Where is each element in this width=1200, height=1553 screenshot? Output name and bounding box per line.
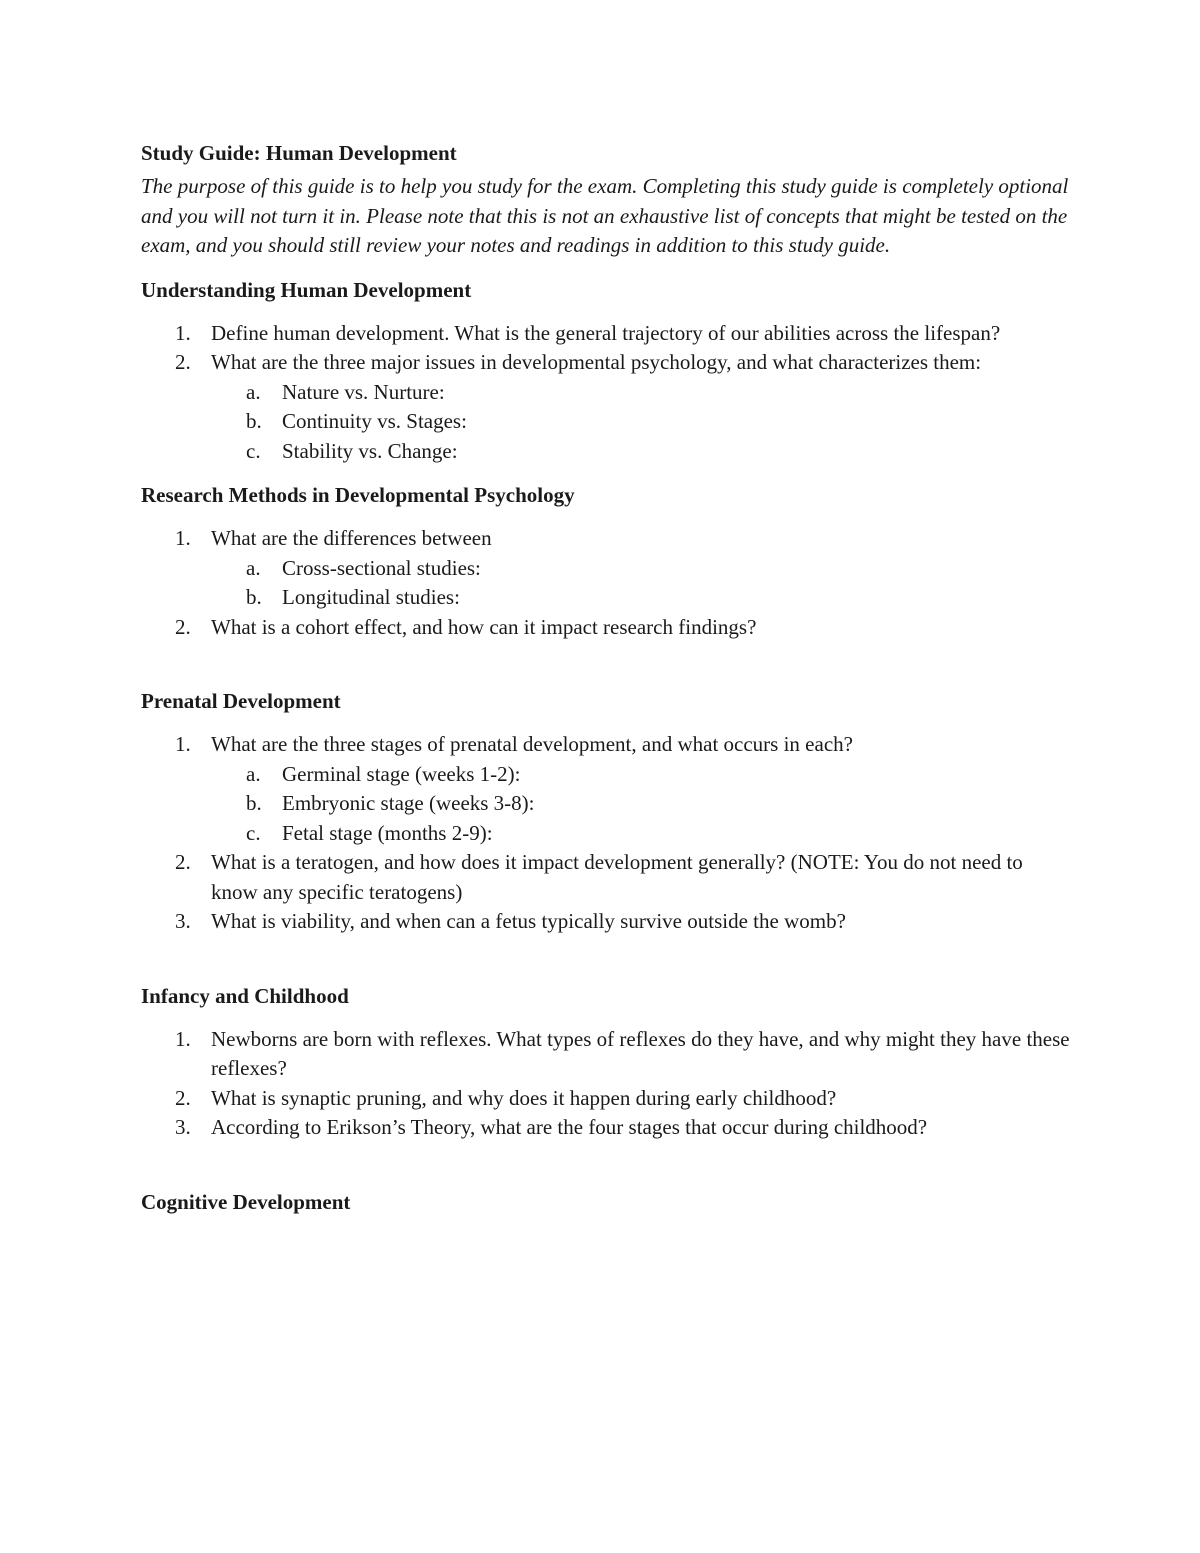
sub-question-list [211, 760, 1071, 849]
question-item [141, 613, 1071, 643]
spacer [141, 642, 1071, 686]
question-number: 1. [175, 526, 191, 550]
question-text: What is synaptic pruning, and why does it happen during early childhood? [211, 1085, 837, 1110]
question-number: 1. [175, 732, 191, 756]
question-list [141, 613, 1071, 643]
sub-question-text: Fetal stage (months 2-9): [282, 820, 493, 845]
question-number: 3. [175, 1115, 191, 1139]
question-item [141, 1113, 1071, 1143]
question-number: 2. [175, 850, 191, 874]
sub-question-text: Cross-sectional studies: [282, 555, 481, 580]
sub-question-letter: c. [246, 820, 261, 845]
sub-question-item [211, 378, 1071, 408]
document-page [141, 138, 1071, 1231]
sub-question-item [211, 760, 1071, 790]
sub-question-letter: a. [246, 555, 261, 580]
section-heading: Infancy and Childhood [141, 983, 349, 1008]
question-text: Define human development. What is the general trajectory of our abilities across the lifespan? [211, 320, 1001, 345]
sub-question-letter: a. [246, 379, 261, 404]
question-list [141, 730, 1071, 760]
sub-question-text: Germinal stage (weeks 1-2): [282, 761, 521, 786]
question-list [141, 1025, 1071, 1143]
sub-question-letter: c. [246, 438, 261, 463]
sub-question-list [211, 554, 1071, 613]
sub-question-text: Longitudinal studies: [282, 585, 460, 609]
section-heading: Understanding Human Development [141, 277, 472, 302]
question-text: What are the three stages of prenatal development, and what occurs in each? [211, 732, 853, 756]
question-list [141, 319, 1071, 378]
question-item [141, 524, 1071, 554]
section-research-methods [141, 480, 1071, 642]
section-infancy-and-childhood [141, 981, 1071, 1143]
question-item [141, 319, 1071, 349]
sub-question-letter: a. [246, 761, 261, 786]
question-text: What is a teratogen, and how does it impact development generally? (NOTE: You do not need to know any specific teratogens) [211, 850, 1023, 904]
sub-question-item [211, 407, 1071, 437]
sub-question-item [211, 789, 1071, 819]
sub-question-text: Embryonic stage (weeks 3-8): [282, 791, 535, 815]
question-number: 2. [175, 1085, 191, 1110]
sub-question-item [211, 583, 1071, 613]
intro-paragraph: The purpose of this guide is to help you study for the exam. Completing this study guide is completely optional and you will not turn it in. Please note that this is not an exhaustive list of concepts that might be tested on the exam, and you should still review your notes and readings in addition to this study guide. [141, 174, 1069, 257]
question-number: 3. [175, 909, 191, 933]
spacer [141, 937, 1071, 981]
sub-question-letter: b. [246, 585, 262, 609]
spacer [141, 1143, 1071, 1187]
document-title: Study Guide: Human Development [141, 141, 457, 165]
question-number: 1. [175, 320, 191, 345]
question-item [141, 848, 1071, 907]
question-number: 1. [175, 1026, 191, 1051]
question-list [141, 848, 1071, 937]
question-text: What are the three major issues in developmental psychology, and what characterizes them: [211, 350, 982, 374]
question-text: What is a cohort effect, and how can it impact research findings? [211, 614, 757, 639]
question-item [141, 1084, 1071, 1114]
sub-question-text: Nature vs. Nurture: [282, 379, 445, 404]
question-list [141, 524, 1071, 554]
section-prenatal-development [141, 686, 1071, 937]
question-text: Newborns are born with reflexes. What types of reflexes do they have, and why might they have these reflexes? [211, 1026, 1070, 1080]
question-number: 2. [175, 350, 191, 374]
question-item [141, 730, 1071, 760]
question-text: According to Erikson’s Theory, what are the four stages that occur during childhood? [211, 1115, 928, 1139]
question-text: What is viability, and when can a fetus typically survive outside the womb? [211, 909, 846, 933]
section-cognitive-development [141, 1187, 1071, 1217]
sub-question-item [211, 437, 1071, 467]
spacer [141, 466, 1071, 480]
sub-question-letter: b. [246, 791, 262, 815]
question-item [141, 1025, 1071, 1084]
sub-question-item [211, 819, 1071, 849]
section-heading: Prenatal Development [141, 689, 341, 713]
question-item [141, 348, 1071, 378]
section-heading: Research Methods in Developmental Psychology [141, 483, 575, 507]
sub-question-item [211, 554, 1071, 584]
sub-question-list [211, 378, 1071, 467]
question-item [141, 907, 1071, 937]
section-heading: Cognitive Development [141, 1189, 351, 1214]
question-number: 2. [175, 614, 191, 639]
sub-question-letter: b. [246, 409, 262, 433]
question-text: What are the differences between [211, 526, 492, 550]
section-understanding-human-development [141, 275, 1071, 467]
sub-question-text: Stability vs. Change: [282, 438, 458, 463]
sub-question-text: Continuity vs. Stages: [282, 409, 467, 433]
